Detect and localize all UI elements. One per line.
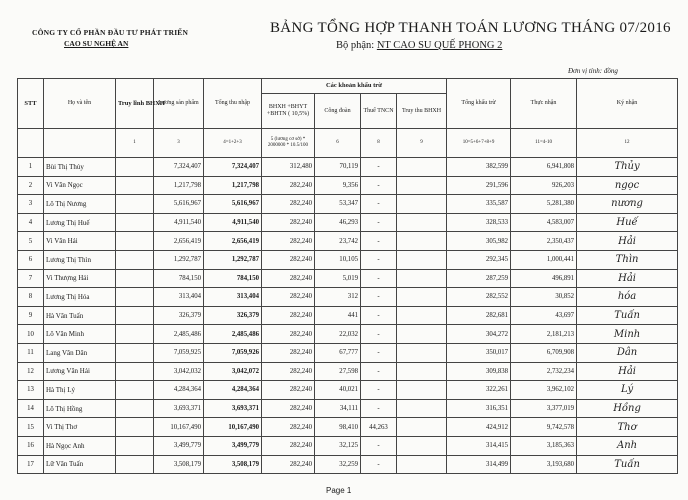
bhxh-cell: 282,240 — [262, 250, 315, 269]
luong-san-pham-cell: 7,059,925 — [154, 343, 204, 362]
bhxh-cell: 312,480 — [262, 158, 315, 177]
bhxh-cell: 282,240 — [262, 306, 315, 325]
header-truy-linh: Truy lĩnh BHXH — [116, 79, 154, 129]
thuc-nhan-cell: 6,709,908 — [511, 343, 577, 362]
column-index-cell: 1 — [116, 129, 154, 158]
thuc-nhan-cell: 9,742,578 — [511, 418, 577, 437]
luong-san-pham-cell: 3,508,179 — [154, 455, 204, 474]
employee-name: Lương Thị Thìn — [44, 250, 116, 269]
bhxh-cell: 282,240 — [262, 343, 315, 362]
page-number: Page 1 — [326, 486, 352, 495]
tong-thu-nhap-cell: 2,485,486 — [204, 325, 262, 344]
table-row — [18, 362, 678, 381]
luong-san-pham-cell: 2,485,486 — [154, 325, 204, 344]
header-thue: Thuế TNCN — [361, 94, 397, 129]
tong-thu-nhap-cell: 1,217,798 — [204, 176, 262, 195]
bhxh-cell: 282,240 — [262, 436, 315, 455]
tong-khau-tru-cell: 305,982 — [447, 232, 511, 251]
tong-khau-tru-cell: 282,681 — [447, 306, 511, 325]
stt-cell: 6 — [18, 250, 44, 269]
thue-cell: - — [361, 455, 397, 474]
stt-cell: 4 — [18, 213, 44, 232]
employee-name: Vi Văn Hải — [44, 232, 116, 251]
signature: Thủy — [577, 158, 678, 177]
employee-name: Lô Thị Nương — [44, 195, 116, 214]
thue-cell: - — [361, 288, 397, 307]
tong-thu-nhap-cell: 313,404 — [204, 288, 262, 307]
cong-doan-cell: 441 — [315, 306, 361, 325]
truy-linh-cell — [116, 325, 154, 344]
luong-san-pham-cell: 4,284,364 — [154, 381, 204, 400]
payroll-table — [17, 78, 678, 474]
bhxh-cell: 282,240 — [262, 269, 315, 288]
signature: Thơ — [577, 418, 678, 437]
table-row — [18, 232, 678, 251]
signature: Tuấn — [577, 455, 678, 474]
thue-cell: - — [361, 343, 397, 362]
employee-name: Vi Văn Ngọc — [44, 176, 116, 195]
employee-name: Lương Thị Huế — [44, 213, 116, 232]
tong-thu-nhap-cell: 3,042,072 — [204, 362, 262, 381]
truy-thu-cell — [397, 343, 447, 362]
stt-cell: 10 — [18, 325, 44, 344]
tong-khau-tru-cell: 382,599 — [447, 158, 511, 177]
table-row — [18, 325, 678, 344]
tong-thu-nhap-cell: 3,499,779 — [204, 436, 262, 455]
truy-thu-cell — [397, 306, 447, 325]
thue-cell: - — [361, 195, 397, 214]
employee-name: Lô Văn Minh — [44, 325, 116, 344]
tong-khau-tru-cell: 291,596 — [447, 176, 511, 195]
tong-thu-nhap-cell: 10,167,490 — [204, 418, 262, 437]
thuc-nhan-cell: 2,350,437 — [511, 232, 577, 251]
stt-cell: 5 — [18, 232, 44, 251]
column-index-cell: 3 — [154, 129, 204, 158]
thue-cell: - — [361, 158, 397, 177]
thuc-nhan-cell: 3,185,363 — [511, 436, 577, 455]
tong-khau-tru-cell: 314,499 — [447, 455, 511, 474]
luong-san-pham-cell: 10,167,490 — [154, 418, 204, 437]
bhxh-cell: 282,240 — [262, 232, 315, 251]
column-index-cell: 8 — [361, 129, 397, 158]
tong-khau-tru-cell: 322,261 — [447, 381, 511, 400]
department-value: NT CAO SU QUẾ PHONG 2 — [376, 40, 503, 51]
stt-cell: 1 — [18, 158, 44, 177]
header-luong-san-pham: Lương sản phẩm — [154, 79, 204, 129]
header-name: Họ và tên — [44, 79, 116, 129]
thue-cell: - — [361, 269, 397, 288]
cong-doan-cell: 70,119 — [315, 158, 361, 177]
cong-doan-cell: 312 — [315, 288, 361, 307]
bhxh-cell: 282,240 — [262, 213, 315, 232]
luong-san-pham-cell: 1,292,787 — [154, 250, 204, 269]
signature: ngọc — [577, 176, 678, 195]
thue-cell: - — [361, 306, 397, 325]
cong-doan-cell: 34,111 — [315, 399, 361, 418]
tong-thu-nhap-cell: 5,616,967 — [204, 195, 262, 214]
header-thuc-nhan: Thực nhận — [511, 79, 577, 129]
cong-doan-cell: 10,105 — [315, 250, 361, 269]
signature: Huế — [577, 213, 678, 232]
truy-linh-cell — [116, 455, 154, 474]
truy-thu-cell — [397, 455, 447, 474]
tong-khau-tru-cell: 335,587 — [447, 195, 511, 214]
thue-cell: - — [361, 176, 397, 195]
cong-doan-cell: 32,259 — [315, 455, 361, 474]
thuc-nhan-cell: 6,941,808 — [511, 158, 577, 177]
header-cong-doan: Công đoàn — [315, 94, 361, 129]
truy-thu-cell — [397, 399, 447, 418]
table-row — [18, 250, 678, 269]
header-tong-thu-nhap: Tổng thu nhập — [204, 79, 262, 129]
column-index-cell: 5 (lương cơ sở) * 2000000 * 10.5/100 — [262, 129, 315, 158]
company-name-line1: CÔNG TY CỔ PHẦN ĐẦU TƯ PHÁT TRIỂN — [32, 28, 189, 37]
header-ky-nhan: Ký nhận — [577, 79, 678, 129]
tong-thu-nhap-cell: 326,379 — [204, 306, 262, 325]
truy-thu-cell — [397, 269, 447, 288]
column-index-cell — [44, 129, 116, 158]
signature: Thìn — [577, 250, 678, 269]
bhxh-cell: 282,240 — [262, 325, 315, 344]
thuc-nhan-cell: 30,852 — [511, 288, 577, 307]
thuc-nhan-cell: 3,377,019 — [511, 399, 577, 418]
tong-khau-tru-cell: 282,552 — [447, 288, 511, 307]
tong-khau-tru-cell: 292,345 — [447, 250, 511, 269]
document-title: BẢNG TỔNG HỢP THANH TOÁN LƯƠNG THÁNG 07/2016 — [270, 20, 671, 36]
employee-name: Lô Thị Hồng — [44, 399, 116, 418]
bhxh-cell: 282,240 — [262, 362, 315, 381]
table-row — [18, 381, 678, 400]
column-index-cell: 4=1+2+3 — [204, 129, 262, 158]
cong-doan-cell: 32,125 — [315, 436, 361, 455]
truy-thu-cell — [397, 195, 447, 214]
stt-cell: 16 — [18, 436, 44, 455]
thuc-nhan-cell: 43,697 — [511, 306, 577, 325]
table-row — [18, 269, 678, 288]
luong-san-pham-cell: 7,324,407 — [154, 158, 204, 177]
cong-doan-cell: 40,021 — [315, 381, 361, 400]
signature: Hải — [577, 269, 678, 288]
tong-khau-tru-cell: 287,259 — [447, 269, 511, 288]
thue-cell: - — [361, 362, 397, 381]
employee-name: Lương Văn Hải — [44, 362, 116, 381]
stt-cell: 7 — [18, 269, 44, 288]
signature: Minh — [577, 325, 678, 344]
luong-san-pham-cell: 3,042,032 — [154, 362, 204, 381]
signature: Dân — [577, 343, 678, 362]
stt-cell: 17 — [18, 455, 44, 474]
employee-name: Lương Thị Hóa — [44, 288, 116, 307]
thuc-nhan-cell: 2,732,234 — [511, 362, 577, 381]
thue-cell: 44,263 — [361, 418, 397, 437]
column-index-cell: 9 — [397, 129, 447, 158]
truy-thu-cell — [397, 158, 447, 177]
thue-cell: - — [361, 213, 397, 232]
thuc-nhan-cell: 496,891 — [511, 269, 577, 288]
truy-linh-cell — [116, 436, 154, 455]
header-tong-khau-tru: Tổng khấu trừ — [447, 79, 511, 129]
stt-cell: 3 — [18, 195, 44, 214]
column-index-row — [18, 129, 678, 158]
stt-cell: 8 — [18, 288, 44, 307]
cong-doan-cell: 27,598 — [315, 362, 361, 381]
employee-name: Lữ Văn Tuấn — [44, 455, 116, 474]
payroll-rows — [18, 158, 678, 474]
stt-cell: 15 — [18, 418, 44, 437]
tong-khau-tru-cell: 316,351 — [447, 399, 511, 418]
truy-linh-cell — [116, 250, 154, 269]
column-index-cell — [18, 129, 44, 158]
cong-doan-cell: 67,777 — [315, 343, 361, 362]
tong-khau-tru-cell: 328,533 — [447, 213, 511, 232]
cong-doan-cell: 22,032 — [315, 325, 361, 344]
stt-cell: 11 — [18, 343, 44, 362]
table-row — [18, 436, 678, 455]
thuc-nhan-cell: 1,000,441 — [511, 250, 577, 269]
table-row — [18, 306, 678, 325]
truy-linh-cell — [116, 195, 154, 214]
column-index-cell: 12 — [577, 129, 678, 158]
tong-thu-nhap-cell: 4,911,540 — [204, 213, 262, 232]
cong-doan-cell: 5,019 — [315, 269, 361, 288]
bhxh-cell: 282,240 — [262, 176, 315, 195]
table-row — [18, 288, 678, 307]
table-row — [18, 418, 678, 437]
thuc-nhan-cell: 3,193,680 — [511, 455, 577, 474]
bhxh-cell: 282,240 — [262, 381, 315, 400]
thuc-nhan-cell: 926,203 — [511, 176, 577, 195]
truy-thu-cell — [397, 362, 447, 381]
header-khau-tru: Các khoản khấu trừ — [262, 79, 447, 94]
tong-khau-tru-cell: 304,272 — [447, 325, 511, 344]
tong-thu-nhap-cell: 3,508,179 — [204, 455, 262, 474]
luong-san-pham-cell: 2,656,419 — [154, 232, 204, 251]
signature: hóa — [577, 288, 678, 307]
signature: Lý — [577, 381, 678, 400]
truy-thu-cell — [397, 213, 447, 232]
truy-linh-cell — [116, 362, 154, 381]
signature: Hải — [577, 362, 678, 381]
truy-linh-cell — [116, 158, 154, 177]
truy-thu-cell — [397, 288, 447, 307]
thuc-nhan-cell: 3,962,102 — [511, 381, 577, 400]
table-row — [18, 195, 678, 214]
cong-doan-cell: 23,742 — [315, 232, 361, 251]
truy-linh-cell — [116, 232, 154, 251]
truy-thu-cell — [397, 250, 447, 269]
truy-linh-cell — [116, 288, 154, 307]
thue-cell: - — [361, 232, 397, 251]
table-row — [18, 213, 678, 232]
truy-linh-cell — [116, 418, 154, 437]
bhxh-cell: 282,240 — [262, 288, 315, 307]
cong-doan-cell: 9,356 — [315, 176, 361, 195]
luong-san-pham-cell: 1,217,798 — [154, 176, 204, 195]
table-row — [18, 343, 678, 362]
truy-thu-cell — [397, 436, 447, 455]
column-index-cell: 10=5+6+7+8+9 — [447, 129, 511, 158]
employee-name: Hà Văn Tuấn — [44, 306, 116, 325]
truy-linh-cell — [116, 343, 154, 362]
luong-san-pham-cell: 3,499,779 — [154, 436, 204, 455]
thue-cell: - — [361, 250, 397, 269]
tong-thu-nhap-cell: 7,324,407 — [204, 158, 262, 177]
thue-cell: - — [361, 381, 397, 400]
luong-san-pham-cell: 313,404 — [154, 288, 204, 307]
stt-cell: 12 — [18, 362, 44, 381]
table-row — [18, 455, 678, 474]
tong-khau-tru-cell: 350,017 — [447, 343, 511, 362]
truy-linh-cell — [116, 176, 154, 195]
luong-san-pham-cell: 784,150 — [154, 269, 204, 288]
table-row — [18, 399, 678, 418]
thuc-nhan-cell: 2,181,213 — [511, 325, 577, 344]
table-row — [18, 176, 678, 195]
thue-cell: - — [361, 436, 397, 455]
header-bhxh: BHXH +BHYT +BHTN ( 10,5%) — [262, 94, 315, 129]
truy-thu-cell — [397, 418, 447, 437]
tong-thu-nhap-cell: 7,059,926 — [204, 343, 262, 362]
truy-linh-cell — [116, 269, 154, 288]
currency-unit: Đơn vị tính: đồng — [568, 67, 618, 75]
signature: nương — [577, 195, 678, 214]
truy-thu-cell — [397, 232, 447, 251]
header-truy-thu: Truy thu BHXH — [397, 94, 447, 129]
cong-doan-cell: 98,410 — [315, 418, 361, 437]
signature: Hải — [577, 232, 678, 251]
column-index-cell: 6 — [315, 129, 361, 158]
bhxh-cell: 282,240 — [262, 418, 315, 437]
thue-cell: - — [361, 399, 397, 418]
tong-thu-nhap-cell: 784,150 — [204, 269, 262, 288]
tong-khau-tru-cell: 309,838 — [447, 362, 511, 381]
employee-name: Hà Ngọc Anh — [44, 436, 116, 455]
signature: Hồng — [577, 399, 678, 418]
tong-thu-nhap-cell: 4,284,364 — [204, 381, 262, 400]
tong-thu-nhap-cell: 1,292,787 — [204, 250, 262, 269]
truy-thu-cell — [397, 176, 447, 195]
employee-name: Vi Thượng Hải — [44, 269, 116, 288]
truy-linh-cell — [116, 381, 154, 400]
luong-san-pham-cell: 326,379 — [154, 306, 204, 325]
employee-name: Bùi Thị Thủy — [44, 158, 116, 177]
stt-cell: 13 — [18, 381, 44, 400]
luong-san-pham-cell: 5,616,967 — [154, 195, 204, 214]
cong-doan-cell: 53,347 — [315, 195, 361, 214]
tong-khau-tru-cell: 314,415 — [447, 436, 511, 455]
truy-linh-cell — [116, 213, 154, 232]
truy-linh-cell — [116, 399, 154, 418]
bhxh-cell: 282,240 — [262, 399, 315, 418]
stt-cell: 14 — [18, 399, 44, 418]
company-name-line2: CAO SU NGHỆ AN — [64, 39, 129, 48]
stt-cell: 2 — [18, 176, 44, 195]
tong-khau-tru-cell: 424,912 — [447, 418, 511, 437]
column-index-cell: 11=4-10 — [511, 129, 577, 158]
thuc-nhan-cell: 5,281,380 — [511, 195, 577, 214]
thuc-nhan-cell: 4,583,007 — [511, 213, 577, 232]
stt-cell: 9 — [18, 306, 44, 325]
truy-thu-cell — [397, 325, 447, 344]
truy-linh-cell — [116, 306, 154, 325]
bhxh-cell: 282,240 — [262, 455, 315, 474]
signature: Anh — [577, 436, 678, 455]
tong-thu-nhap-cell: 3,693,371 — [204, 399, 262, 418]
employee-name: Vi Thị Thơ — [44, 418, 116, 437]
truy-thu-cell — [397, 381, 447, 400]
luong-san-pham-cell: 3,693,371 — [154, 399, 204, 418]
cong-doan-cell: 46,293 — [315, 213, 361, 232]
signature: Tuấn — [577, 306, 678, 325]
department-label: Bộ phận: — [336, 40, 375, 51]
bhxh-cell: 282,240 — [262, 195, 315, 214]
table-row — [18, 158, 678, 177]
employee-name: Lang Văn Dân — [44, 343, 116, 362]
luong-san-pham-cell: 4,911,540 — [154, 213, 204, 232]
tong-thu-nhap-cell: 2,656,419 — [204, 232, 262, 251]
employee-name: Hà Thị Lý — [44, 381, 116, 400]
department — [336, 40, 502, 51]
header-stt: STT — [18, 79, 44, 129]
thue-cell: - — [361, 325, 397, 344]
